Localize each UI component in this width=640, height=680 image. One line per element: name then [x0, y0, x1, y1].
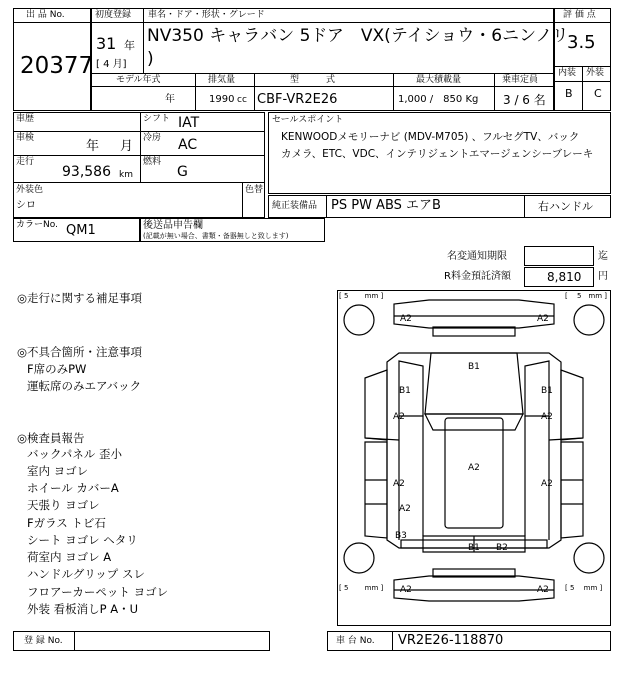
vehicle-info-box: [13, 112, 265, 218]
equipment-value: PS PW ABS エアB: [331, 198, 441, 213]
displacement-unit: cc: [237, 95, 247, 105]
interior-grade-label: 内装: [558, 68, 577, 78]
driving-notes-title: ◎走行に関する補足事項: [17, 291, 143, 305]
inspector-item: ハンドルグリップ スレ: [27, 567, 145, 581]
displacement-label: 排気量: [208, 75, 236, 85]
inspector-item: 荷室内 ヨゴレ A: [27, 550, 112, 564]
aftermarket-note: (記載が無い場合、書類・备器無しと致します): [143, 232, 289, 240]
inspector-item: 外装 看板消しP A・U: [27, 602, 139, 616]
inspection-label: 車検: [16, 133, 35, 143]
tire-rear-left: [344, 543, 374, 573]
damage-mark: B3: [395, 531, 407, 541]
damage-mark: A2: [537, 314, 549, 324]
shift-label: シフト: [143, 114, 171, 124]
damage-mark: A2: [541, 479, 553, 489]
fuel-label: 燃料: [143, 157, 162, 167]
roof-panel: [445, 418, 503, 528]
damage-mark: A2: [400, 314, 412, 324]
inspector-title: ◎検査員報告: [17, 431, 85, 445]
inspector-item: ホイール カバーA: [27, 481, 119, 495]
aftermarket-label: 後送品申告欄: [143, 220, 203, 231]
model-code-value: CBF-VR2E26: [257, 92, 338, 107]
name-change-deadline-box: [524, 246, 594, 266]
damage-mark: B1: [468, 543, 480, 553]
damage-mark: A2: [541, 412, 553, 422]
color-change-label: 色替: [245, 185, 264, 195]
max-load-label: 最大積載量: [416, 75, 462, 85]
recycle-fee-unit: 円: [598, 271, 608, 282]
model-code-label: 型 式: [290, 75, 336, 85]
score-label: 評 価 点: [563, 10, 596, 20]
lot-number-label: 出 品 No.: [26, 10, 65, 20]
capacity-value: 3 / 6 名: [503, 93, 546, 107]
aircon-value: AC: [178, 137, 198, 153]
score-value: 3.5: [567, 32, 596, 53]
inspector-item: シート ヨゴレ ヘタリ: [27, 533, 138, 547]
rear-bumper: [394, 576, 554, 601]
equipment-label: 純正装備品: [272, 201, 318, 211]
damage-mark: A2: [400, 585, 412, 595]
inspector-item: Fガラス トビ石: [27, 516, 106, 530]
defects-title: ◎不具合箇所・注意事項: [17, 345, 143, 359]
handle-value: 右ハンドル: [538, 200, 593, 213]
first-registration-month: [ 4 月]: [96, 59, 127, 70]
body-outline: [387, 353, 561, 548]
defect-item: F席のみPW: [27, 362, 87, 376]
inspector-item: バックパネル 歪小: [27, 447, 122, 461]
defect-item: 運転席のみエアバック: [27, 379, 142, 393]
car-name-line2: ): [147, 49, 154, 69]
damage-mark: B1: [541, 386, 553, 396]
tire-front-left: [344, 305, 374, 335]
car-name-line1: NV350 キャラバン 5ドア VX(テイショウ・6ニンノリ: [147, 26, 569, 46]
sales-points-label: セールスポイント: [272, 115, 344, 125]
chassis-number-label: 車 台 No.: [336, 636, 375, 646]
car-name-label: 車名・ドア・形状・グレード: [148, 10, 265, 20]
recycle-fee-label: R料金預託済額: [444, 271, 511, 282]
first-registration-year-unit: 年: [124, 39, 135, 52]
tire-label-front-right: [ 5 mm ]: [565, 292, 608, 300]
inspection-year: 年: [86, 139, 100, 154]
model-year-value: 年: [165, 94, 175, 105]
shift-value: IAT: [178, 115, 200, 131]
interior-grade-value: B: [565, 87, 573, 100]
damage-mark: B2: [496, 543, 508, 553]
damage-mark: B1: [468, 362, 480, 372]
registration-number-label: 登 録 No.: [24, 636, 63, 646]
exterior-color-label: 外装色: [16, 185, 44, 195]
mileage-value: 93,586: [62, 164, 111, 180]
name-change-deadline-unit: 迄: [598, 251, 608, 262]
inspector-item: 天張り ヨゴレ: [27, 498, 100, 512]
tire-label-front-left: [ 5 mm ]: [339, 292, 384, 300]
mileage-label: 走行: [16, 157, 35, 167]
history-label: 車歴: [16, 114, 35, 124]
tire-label-rear-left: [ 5 mm ]: [339, 584, 384, 592]
first-registration-label: 初度登録: [95, 10, 132, 20]
color-number-value: QM1: [66, 223, 96, 238]
car-diagram: [337, 290, 611, 626]
aircon-label: 冷房: [143, 133, 162, 143]
first-registration-year: 31: [96, 34, 117, 53]
tire-label-rear-right: [ 5 mm ]: [565, 584, 603, 592]
capacity-label: 乗車定員: [502, 75, 539, 85]
exterior-grade-value: C: [594, 87, 602, 100]
damage-mark: A2: [399, 504, 411, 514]
mileage-unit: km: [119, 170, 133, 180]
lot-number-value: 20377: [20, 53, 94, 79]
color-number-label: カラーNo.: [16, 220, 58, 230]
chassis-number-value: VR2E26-118870: [398, 633, 504, 648]
damage-mark: A2: [393, 412, 405, 422]
displacement-value: 1990: [209, 94, 235, 105]
fuel-value: G: [177, 164, 188, 180]
front-bumper: [394, 300, 554, 328]
max-load-value: 1,000 / 850 Kg: [398, 94, 479, 105]
damage-mark: A2: [537, 585, 549, 595]
exterior-color-value: シロ: [16, 200, 36, 211]
sales-points-line1: KENWOODメモリーナビ (MDV-M705) 、フルセグTV、バック: [281, 131, 580, 143]
damage-mark: B1: [399, 386, 411, 396]
damage-mark: A2: [468, 463, 480, 473]
damage-mark: A2: [393, 479, 405, 489]
inspector-item: 室内 ヨゴレ: [27, 464, 89, 478]
model-year-label: モデル年式: [116, 75, 161, 85]
inspection-month: 月: [120, 139, 134, 154]
inspector-item: フロアーカーペット ヨゴレ: [27, 585, 169, 599]
name-change-deadline-label: 名変通知期限: [447, 251, 507, 262]
tire-rear-right: [574, 543, 604, 573]
tire-front-right: [574, 305, 604, 335]
recycle-fee-value: 8,810: [547, 270, 582, 284]
sales-points-line2: カメラ、ETC、VDC、インテリジェントエマージェンシーブレーキ: [281, 148, 594, 160]
exterior-grade-label: 外装: [586, 68, 605, 78]
